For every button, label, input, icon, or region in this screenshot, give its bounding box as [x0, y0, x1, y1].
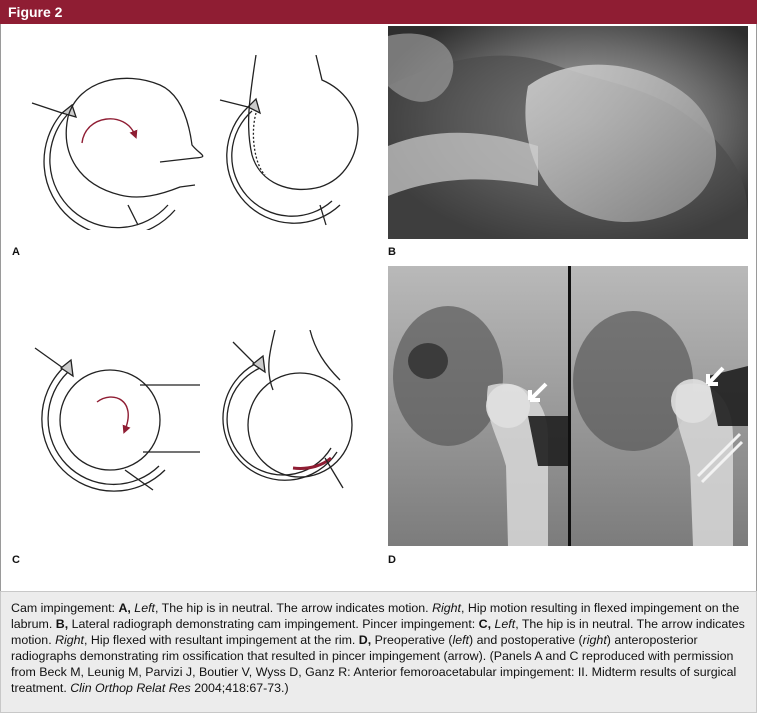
caption-text: , The hip is in neutral. The arrow indicates motion. [11, 617, 745, 647]
panel-b-radiograph [388, 26, 748, 239]
panel-c-drawing [25, 330, 375, 505]
figure-caption [0, 591, 757, 713]
caption-text: , Hip motion resulting in flexed impingement on the labrum. [11, 601, 740, 631]
caption-text: , Hip flexed with resultant impingement at the rim. [84, 633, 359, 647]
pincer-neutral-diagram [35, 348, 200, 491]
panel-label-a: A [12, 246, 20, 258]
caption-panel-ref: A, [118, 601, 131, 615]
caption-text: ) anteroposterior radiographs demonstrating rim ossification that resulted in pincer impingement (arrow). (Panels A and C reproduced with permission from Beck M, Leunig M, Parvizi J, Boutier V, Wyss D, Ganz R: Anterior femoroacetabular impingement: II. Midterm results of surgical treatment. [11, 633, 737, 695]
panel-label-b: B [388, 246, 396, 258]
caption-text: Cam impingement: [11, 601, 119, 615]
caption-italic: Right [432, 601, 462, 615]
caption-text: Preoperative ( [371, 633, 453, 647]
panel-label-c: C [12, 554, 20, 566]
caption-text: ) and postoperative ( [469, 633, 583, 647]
caption-panel-ref: C, [478, 617, 492, 631]
caption-journal: Clin Orthop Relat Res [70, 681, 191, 695]
caption-italic: Left [134, 601, 155, 615]
caption-text: Lateral radiograph demonstrating cam impingement. Pincer impingement: [68, 617, 479, 631]
caption-panel-ref: B, [55, 617, 69, 631]
panel-a-drawing [20, 55, 380, 230]
figure-title: Figure 2 [0, 0, 757, 24]
caption-italic: left [452, 633, 469, 647]
pincer-flexed-diagram [223, 330, 352, 488]
postoperative-radiograph [571, 266, 748, 546]
motion-arrow [82, 119, 135, 143]
caption-text: , The hip is in neutral. The arrow indicates motion. [154, 601, 433, 615]
preoperative-radiograph [388, 266, 568, 546]
caption-panel-ref: D, [358, 633, 372, 647]
panel-d-radiographs [388, 266, 748, 546]
motion-arrow [97, 397, 128, 430]
panel-label-d: D [388, 554, 396, 566]
caption-text: 2004;418:67-73.) [190, 681, 289, 695]
cam-neutral-diagram [32, 78, 203, 230]
caption-italic: Left [494, 617, 516, 631]
cam-flexed-diagram [220, 55, 358, 225]
caption-italic: right [582, 633, 607, 647]
caption-italic: Right [55, 633, 85, 647]
